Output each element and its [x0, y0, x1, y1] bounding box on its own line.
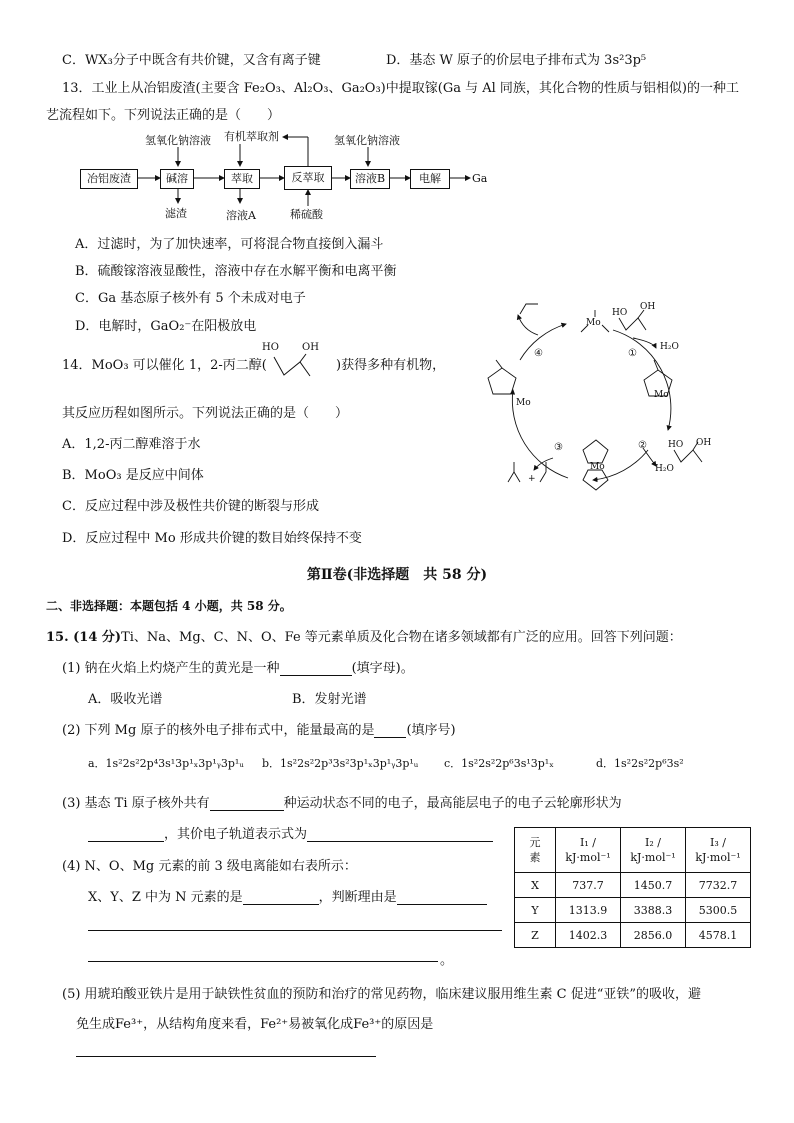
q15-part3-blank-3[interactable] [307, 827, 493, 842]
q15-part3-line2 [88, 823, 493, 842]
q15-part5-blank-line[interactable] [76, 1056, 376, 1057]
q14-option-a: A．1,2-丙二醇难溶于水 [62, 437, 201, 452]
q15-part4: (4) N、O、Mg 元素的前 3 级电离能如右表所示： [62, 859, 357, 874]
flow-box-back-extraction: 反萃取 [284, 166, 332, 190]
q14-option-d: D．反应过程中 Mo 形成共价键的数目始终保持不变 [62, 531, 362, 546]
q15-heading [46, 626, 682, 645]
cycle-water-1: H₂O [660, 342, 679, 352]
q15-part2-text: (2) 下列 Mg 原子的核外电子排布式中，能量最高的是 [62, 723, 375, 738]
table-row [515, 923, 751, 948]
cycle-diol-ho-bottom: HO [668, 440, 684, 450]
q15-part5: (5) 用琥珀酸亚铁片是用于缺铁性贫血的预防和治疗的常见药物，临床建议服用维生素 C 促进“亚铁”的吸收，避 [62, 987, 702, 1002]
q15-part2-option-d: d．1s²2s²2p⁶3s² [596, 757, 684, 770]
q15-part4-blank-2[interactable] [397, 890, 487, 905]
table-cell: X [515, 873, 556, 898]
q12-option-c: C．WX₃分子中既含有共价键，又含有离子键 [62, 53, 321, 68]
q15-part2-tail: (填序号) [406, 723, 456, 738]
flow-product: Ga [472, 172, 488, 185]
q14-stem-line2: 其反应历程如图所示。下列说法正确的是（ ） [62, 406, 349, 421]
q15-part2-option-b: b．1s²2s²2p³3s²3p¹ₓ3p¹ᵧ3p¹ᵤ [262, 757, 419, 770]
q15-part4-line2-text: X、Y、Z 中为 N 元素的是 [88, 890, 243, 905]
table-cell: 7732.7 [686, 873, 751, 898]
q15-part2-option-a: a．1s²2s²2p⁴3s¹3p¹ₓ3p¹ᵧ3p¹ᵤ [88, 757, 244, 770]
flow-box-electrolysis: 电解 [410, 169, 450, 189]
q15-part1-option-b: B．发射光谱 [292, 692, 367, 707]
q15-part4-blank-line[interactable] [88, 930, 502, 931]
section-heading: 二、非选择题：本题包括 4 小题，共 58 分。 [46, 599, 292, 613]
q15-part4-blank-line-2[interactable] [88, 961, 438, 962]
q15-part1-tail: (填字母)。 [351, 661, 414, 676]
diol-structure [256, 340, 334, 382]
q13-option-c: C．Ga 基态原子核外有 5 个未成对电子 [75, 291, 306, 306]
table-cell: 1402.3 [556, 923, 621, 948]
q15-part4-period: 。 [440, 953, 454, 968]
q15-part3-blank-1[interactable] [210, 796, 284, 811]
q15-part3-blank-2[interactable] [88, 827, 164, 842]
cycle-step-1: ① [628, 348, 637, 359]
flow-label-naoh-1: 氢氧化钠溶液 [145, 134, 211, 147]
q14-option-b: B．MoO₃ 是反应中间体 [62, 468, 204, 483]
q15-part4-line2 [88, 886, 487, 905]
flow-label-residue: 滤渣 [165, 207, 187, 220]
q14-stem-a: 14．MoO₃ 可以催化 1，2-丙二醇( [62, 358, 267, 373]
q15-part3-mid: 种运动状态不同的电子，最高能层电子的电子云轮廓形状为 [283, 796, 622, 811]
q12-option-d: D．基态 W 原子的价层电子排布式为 3s²3p⁵ [386, 53, 647, 68]
table-row [515, 898, 751, 923]
table-header-i3: I₃ / kJ·mol⁻¹ [686, 828, 751, 873]
q13-option-d: D．电解时，GaO₂⁻在阳极放电 [75, 319, 257, 334]
cycle-mo-bottom: Mo [590, 462, 605, 472]
q15-part3 [62, 792, 622, 811]
q13-stem-line1: 13．工业上从冶铝废渣(主要含 Fe₂O₃、Al₂O₃、Ga₂O₃)中提取镓(Ga 与 Al 同族，其化合物的性质与铝相似)的一种工 [62, 81, 739, 96]
q15-part4-line2-mid: ，判断理由是 [318, 890, 397, 905]
flow-arrows [0, 0, 794, 230]
table-header-element: 元 素 [515, 828, 556, 873]
diol-oh-label: OH [302, 342, 319, 353]
table-cell: 4578.1 [686, 923, 751, 948]
cycle-diol-ho-top: HO [612, 308, 628, 318]
table-cell: 5300.5 [686, 898, 751, 923]
q15-part4-blank-1[interactable] [243, 890, 319, 905]
cycle-diol-oh-bottom: OH [696, 438, 712, 448]
cycle-plus: + [528, 474, 536, 484]
table-header-i1: I₁ / kJ·mol⁻¹ [556, 828, 621, 873]
q13-option-a: A．过滤时，为了加快速率，可将混合物直接倒入漏斗 [75, 237, 384, 252]
table-header-i2: I₂ / kJ·mol⁻¹ [621, 828, 686, 873]
flow-diagram [0, 0, 794, 230]
q15-part1-text: (1) 钠在火焰上灼烧产生的黄光是一种 [62, 661, 280, 676]
cycle-step-4: ④ [534, 348, 543, 359]
table-cell: 3388.3 [621, 898, 686, 923]
q15-part1-blank[interactable] [280, 661, 352, 676]
table-cell: 1313.9 [556, 898, 621, 923]
flow-box-alkali-dissolve: 碱溶 [160, 169, 194, 189]
flow-box-solution-b: 溶液B [350, 169, 390, 189]
q15-part1-option-a: A．吸收光谱 [88, 692, 163, 707]
q14-option-c: C．反应过程中涉及极性共价键的断裂与形成 [62, 499, 319, 514]
table-cell: Z [515, 923, 556, 948]
q15-intro: Ti、Na、Mg、C、N、O、Fe 等元素单质及化合物在诸多领域都有广泛的应用。回答下列问题： [121, 630, 682, 645]
cycle-mo-right: Mo [654, 390, 669, 400]
catalytic-cycle-diagram [478, 290, 722, 510]
cycle-step-3: ③ [554, 442, 563, 453]
table-cell: 1450.7 [621, 873, 686, 898]
q13-option-b: B．硫酸镓溶液显酸性，溶液中存在水解平衡和电离平衡 [75, 264, 397, 279]
table-row [515, 873, 751, 898]
part-two-title: 第Ⅱ卷(非选择题 共 58 分) [306, 567, 488, 583]
table-header-row [515, 828, 751, 873]
flow-label-h2so4: 稀硫酸 [290, 208, 323, 221]
flow-box-extraction: 萃取 [224, 169, 260, 189]
q15-part2-blank[interactable] [374, 723, 406, 738]
q14-stem-b: )获得多种有机物， [336, 358, 446, 373]
flow-label-organic: 有机萃取剂 [224, 130, 279, 143]
flow-label-solution-a: 溶液A [226, 209, 256, 222]
table-cell: 737.7 [556, 873, 621, 898]
flow-label-naoh-2: 氢氧化钠溶液 [334, 134, 400, 147]
q15-part2-option-c: c．1s²2s²2p⁶3s¹3p¹ₓ [444, 757, 554, 770]
q13-stem-line2: 艺流程如下。下列说法正确的是（ ） [46, 108, 281, 123]
diol-ho-label: HO [262, 342, 279, 353]
cycle-water-2: H₂O [655, 464, 674, 474]
q15-part3-text: (3) 基态 Ti 原子核外共有 [62, 796, 210, 811]
q15-part1 [62, 657, 414, 676]
q15-number: 15. (14 分) [46, 630, 122, 645]
q15-part3-line2-text: ，其价电子轨道表示式为 [164, 827, 308, 842]
cycle-mo-top: Mo [586, 318, 601, 328]
table-cell: Y [515, 898, 556, 923]
cycle-diol-oh-top: OH [640, 302, 656, 312]
q15-part2 [62, 719, 456, 738]
table-cell: 2856.0 [621, 923, 686, 948]
ionization-energy-table [514, 827, 751, 948]
flow-box-waste: 冶铝废渣 [80, 169, 138, 189]
q15-part5-line2: 免生成Fe³⁺，从结构角度来看，Fe²⁺易被氧化成Fe³⁺的原因是 [76, 1017, 434, 1032]
cycle-mo-left: Mo [516, 398, 531, 408]
cycle-step-2: ② [638, 440, 647, 451]
